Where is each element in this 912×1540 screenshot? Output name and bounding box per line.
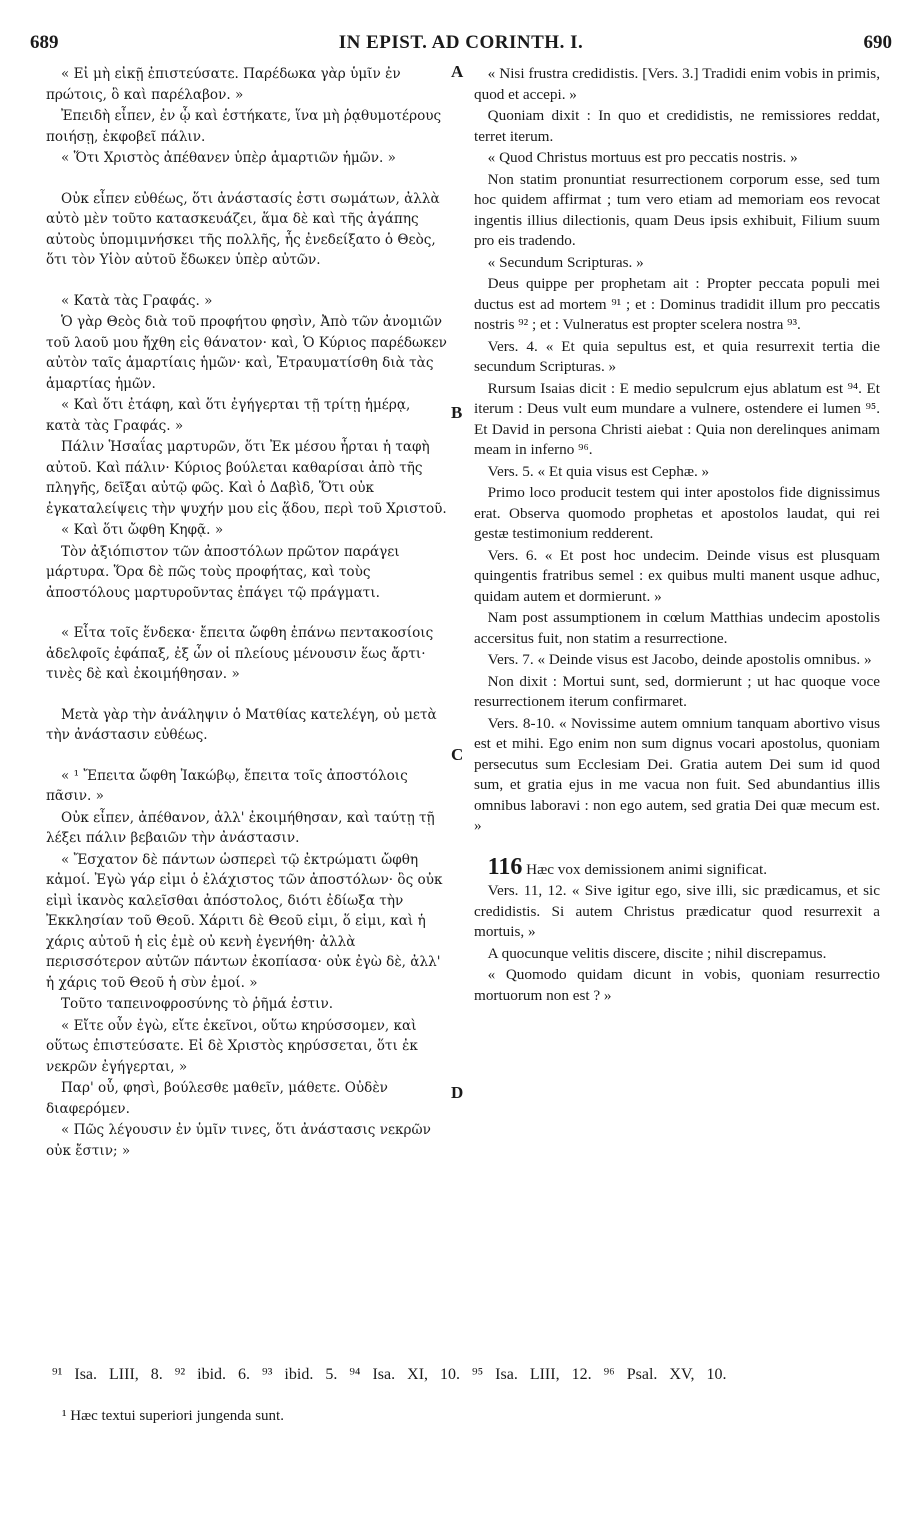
- latin-paragraph: Vers. 8-10. « Novissime autem omnium tanquam abortivo visus est et mihi. Ego enim non sum dignus vocari apostolus, quoniam persecutus sum Ecclesiam Dei. Gratia autem Dei sum id quod sum, et gratia ejus in me vacua non fuit. Sed abundantius illis omnibus laboravi : non ego autem, sed gratia Dei quæ mecum est. »: [474, 714, 880, 834]
- latin-paragraph: A quocunque velitis discere, discite ; nihil discrepamus.: [487, 944, 827, 962]
- latin-paragraph: Quoniam dixit : In quo et credidistis, ne remissiores reddat, terret iterum.: [474, 107, 880, 145]
- greek-paragraph: Πάλιν Ἡσαΐας μαρτυρῶν, ὅτι Ἐκ μέσου ἦρται ἡ ταφὴ αὐτοῦ. Καὶ πάλιν· Κύριος βούλεται καθαρίσαι ἀπὸ τῆς πληγῆς, δεῖξαι αὐτῷ φῶς. Καὶ ὁ Δαβὶδ, Ὅτι οὐκ ἐγκαταλείψεις τὴν ψυχήν μου εἰς ᾅδου, περὶ τοῦ Χριστοῦ.: [46, 439, 447, 517]
- latin-paragraph: « Quomodo quidam dicunt in vobis, quoniam resurrectio mortuorum non est ? »: [474, 966, 880, 1004]
- greek-paragraph: « Ὅτι Χριστὸς ἀπέθανεν ὑπὲρ ἁμαρτιῶν ἡμῶν. »: [60, 150, 396, 166]
- margin-letter-b: B: [451, 403, 463, 422]
- greek-column: [46, 64, 448, 1162]
- section-text: Hæc vox demissionem animi significat.: [526, 860, 768, 878]
- running-title: IN EPIST. AD CORINTH. I.: [338, 32, 584, 53]
- greek-paragraph: Μετὰ γὰρ τὴν ἀνάληψιν ὁ Ματθίας κατελέγη, οὐ μετὰ τὴν ἀνάστασιν εὐθέως.: [46, 706, 437, 743]
- greek-paragraph: « ¹ Ἔπειτα ὤφθη Ἰακώβῳ, ἔπειτα τοῖς ἀποστόλοις πᾶσιν. »: [46, 767, 408, 804]
- latin-paragraph: Rursum Isaias dicit : E medio sepulcrum ejus ablatum est ⁹⁴. Et iterum : Deus vult eum mundare a vulnere, ostendere ei lumen ⁹⁵. Et David in persona Christi aiebat : Quia non derelinques animam meam in inferno ⁹⁶.: [474, 379, 880, 458]
- running-header: [30, 32, 892, 58]
- latin-paragraph: Vers. 11, 12. « Sive igitur ego, sive illi, sic prædicamus, et sic credidistis. Si autem Christus prædicatur quod resurrexit a mortuis, »: [474, 882, 880, 940]
- latin-paragraph: Non dixit : Mortui sunt, sed, dormierunt ; ut hac quoque voce resurrectionem iterum confirmaret.: [474, 672, 880, 710]
- latin-paragraph: Primo loco producit testem qui inter apostolos fide dignissimus erat. Observa quomodo prophetas et apostolos laudat, qui rei gestæ testimonium redderent.: [474, 484, 880, 542]
- greek-paragraph: Οὐκ εἶπεν, ἀπέθανον, ἀλλ' ἐκοιμήθησαν, καὶ ταύτῃ τῇ λέξει πάλιν βεβαιῶν τὴν ἀνάστασιν.: [46, 809, 435, 846]
- margin-letter-d: D: [451, 1083, 464, 1102]
- section-paragraph: [474, 853, 880, 881]
- latin-paragraph: « Secundum Scripturas. »: [487, 253, 644, 271]
- page-number-right: 690: [863, 32, 892, 53]
- greek-paragraph: Οὐκ εἶπεν εὐθέως, ὅτι ἀνάστασίς ἐστι σωμάτων, ἀλλὰ αὐτὸ μὲν τοῦτο κατασκευάζει, ἅμα δὲ καὶ τῆς ἀγάπης αὐτοὺς ὑπομιμνήσκει τῆς πολλῆς, ἧς ἐνεδείξατο ὁ Θεὸς, ὅτι τὸν Υἱὸν αὐτοῦ ἔδωκεν ὑπὲρ αὐτῶν.: [46, 190, 440, 268]
- greek-paragraph: « Εἰ μὴ εἰκῇ ἐπιστεύσατε. Παρέδωκα γὰρ ὑμῖν ἐν πρώτοις, ὃ καὶ παρέλαβον. »: [46, 66, 401, 103]
- greek-paragraph: Τοῦτο ταπεινοφροσύνης τὸ ῥῆμά ἐστιν.: [60, 996, 334, 1012]
- greek-paragraph: « Καὶ ὅτι ἐτάφη, καὶ ὅτι ἐγήγερται τῇ τρίτῃ ἡμέρᾳ, κατὰ τὰς Γραφάς. »: [46, 397, 411, 434]
- latin-paragraph: Deus quippe per prophetam ait : Propter peccata populi mei ductus est ad mortem ⁹¹ ; et : Dominus tradidit illum pro peccatis nostris ⁹² ; et : Vulneratus est propter scelera nostra ⁹³.: [474, 275, 880, 333]
- latin-paragraph: Vers. 7. « Deinde visus est Jacobo, deinde apostolis omnibus. »: [487, 651, 872, 668]
- greek-paragraph: Τὸν ἀξιόπιστον τῶν ἀποστόλων πρῶτον παράγει μάρτυρα. Ὅρα δὲ πῶς τοὺς προφήτας, καὶ τοὺς ἀποστόλους μαρτυροῦντας ἐπάγει τῷ πράγματι.: [46, 543, 400, 601]
- greek-paragraph: Ἐπειδὴ εἶπεν, ἐν ᾧ καὶ ἑστήκατε, ἵνα μὴ ῥᾳθυμοτέρους ποιήσῃ, ἐκφοβεῖ πάλιν.: [46, 108, 442, 145]
- latin-paragraph: « Nisi frustra credidistis. [Vers. 3.] Tradidi enim vobis in primis, quod et accepi. »: [474, 65, 880, 103]
- greek-paragraph: « Ἔσχατον δὲ πάντων ὡσπερεὶ τῷ ἐκτρώματι ὤφθη κἀμοί. Ἐγὼ γάρ εἰμι ὁ ἐλάχιστος τῶν ἀποστόλων· ὃς οὐκ εἰμὶ ἱκανὸς καλεῖσθαι ἀπόστολος, διότι ἐδίωξα τὴν Ἐκκλησίαν τοῦ Θεοῦ. Χάριτι δὲ Θεοῦ εἰμι, ὅ εἰμι, καὶ ἡ χάρις αὐτοῦ ἡ εἰς ἐμὲ οὐ κενὴ ἐγενήθη· ἀλλὰ περισσότερον αὐτῶν πάντων ἐκοπίασα· οὐκ ἐγὼ δὲ, ἀλλ' ἡ χάρις τοῦ Θεοῦ ἡ σὺν ἐμοί. »: [46, 851, 443, 991]
- latin-paragraph: Non statim pronuntiat resurrectionem corporum esse, sed tum hoc quidem affirmat ; tum vero etiam ad memoriam eos revocat ingentis illius dilectionis, quam Deus ipsis exhibuit, Filium suum pro eis tradendo.: [474, 170, 880, 249]
- greek-paragraph: Ὁ γὰρ Θεὸς διὰ τοῦ προφήτου φησὶν, Ἀπὸ τῶν ἀνομιῶν τοῦ λαοῦ μου ἤχθη εἰς θάνατον· καὶ, Ὁ Κύριος παρέδωκεν αὐτὸν ταῖς ἁμαρτίαις ἡμῶν· καὶ, Ἐτραυματίσθη διὰ τὰς ἁμαρτίας ἡμῶν.: [46, 314, 447, 392]
- greek-paragraph: « Κατὰ τὰς Γραφάς. »: [60, 292, 213, 309]
- greek-paragraph: « Καὶ ὅτι ὤφθη Κηφᾷ. »: [60, 522, 224, 538]
- latin-paragraph: Vers. 5. « Et quia visus est Cephæ. »: [487, 462, 710, 480]
- latin-paragraph: Vers. 4. « Et quia sepultus est, et quia resurrexit tertia die secundum Scripturas. »: [474, 337, 880, 375]
- margin-letter-c: C: [451, 745, 464, 764]
- latin-paragraph: Nam post assumptionem in cœlum Matthias undecim apostolis accersitus fuit, non statim a resurrectione.: [474, 609, 880, 647]
- latin-paragraph: « Quod Christus mortuus est pro peccatis nostris. »: [487, 149, 798, 166]
- footnotes: ⁹¹ Isa. LIII, 8. ⁹² ibid. 6. ⁹³ ibid. 5. ⁹⁴ Isa. XI, 10. ⁹⁵ Isa. LIII, 12. ⁹⁶ Psal. XV, 10.: [52, 1366, 727, 1383]
- page-number-left: 689: [30, 32, 59, 53]
- latin-column: [474, 64, 880, 1007]
- greek-paragraph: Παρ' οὗ, φησὶ, βούλεσθε μαθεῖν, μάθετε. Οὐδὲν διαφερόμεν.: [46, 1080, 388, 1117]
- footnote-note: ¹ Hæc textui superiori jungenda sunt.: [62, 1408, 284, 1424]
- margin-letter-a: A: [451, 62, 464, 81]
- section-number: 116: [487, 853, 523, 880]
- greek-paragraph: « Εἶτα τοῖς ἕνδεκα· ἔπειτα ὤφθη ἐπάνω πεντακοσίοις ἀδελφοῖς ἐφάπαξ, ἐξ ὧν οἱ πλείους μένουσιν ἕως ἄρτι· τινὲς δὲ καὶ ἐκοιμήθησαν. »: [46, 625, 434, 682]
- greek-paragraph: « Εἴτε οὖν ἐγὼ, εἴτε ἐκεῖνοι, οὕτω κηρύσσομεν, καὶ οὕτως ἐπιστεύσατε. Εἰ δὲ Χριστὸς κηρύσσεται, ὅτι ἐκ νεκρῶν ἐγήγερται, »: [46, 1017, 418, 1075]
- latin-paragraph: Vers. 6. « Et post hoc undecim. Deinde visus est plusquam quingentis fratribus semel : ex quibus multi manent usque adhuc, quidam autem et dormierunt. »: [474, 546, 880, 605]
- greek-paragraph: « Πῶς λέγουσιν ἐν ὑμῖν τινες, ὅτι ἀνάστασις νεκρῶν οὐκ ἔστιν; »: [46, 1122, 431, 1159]
